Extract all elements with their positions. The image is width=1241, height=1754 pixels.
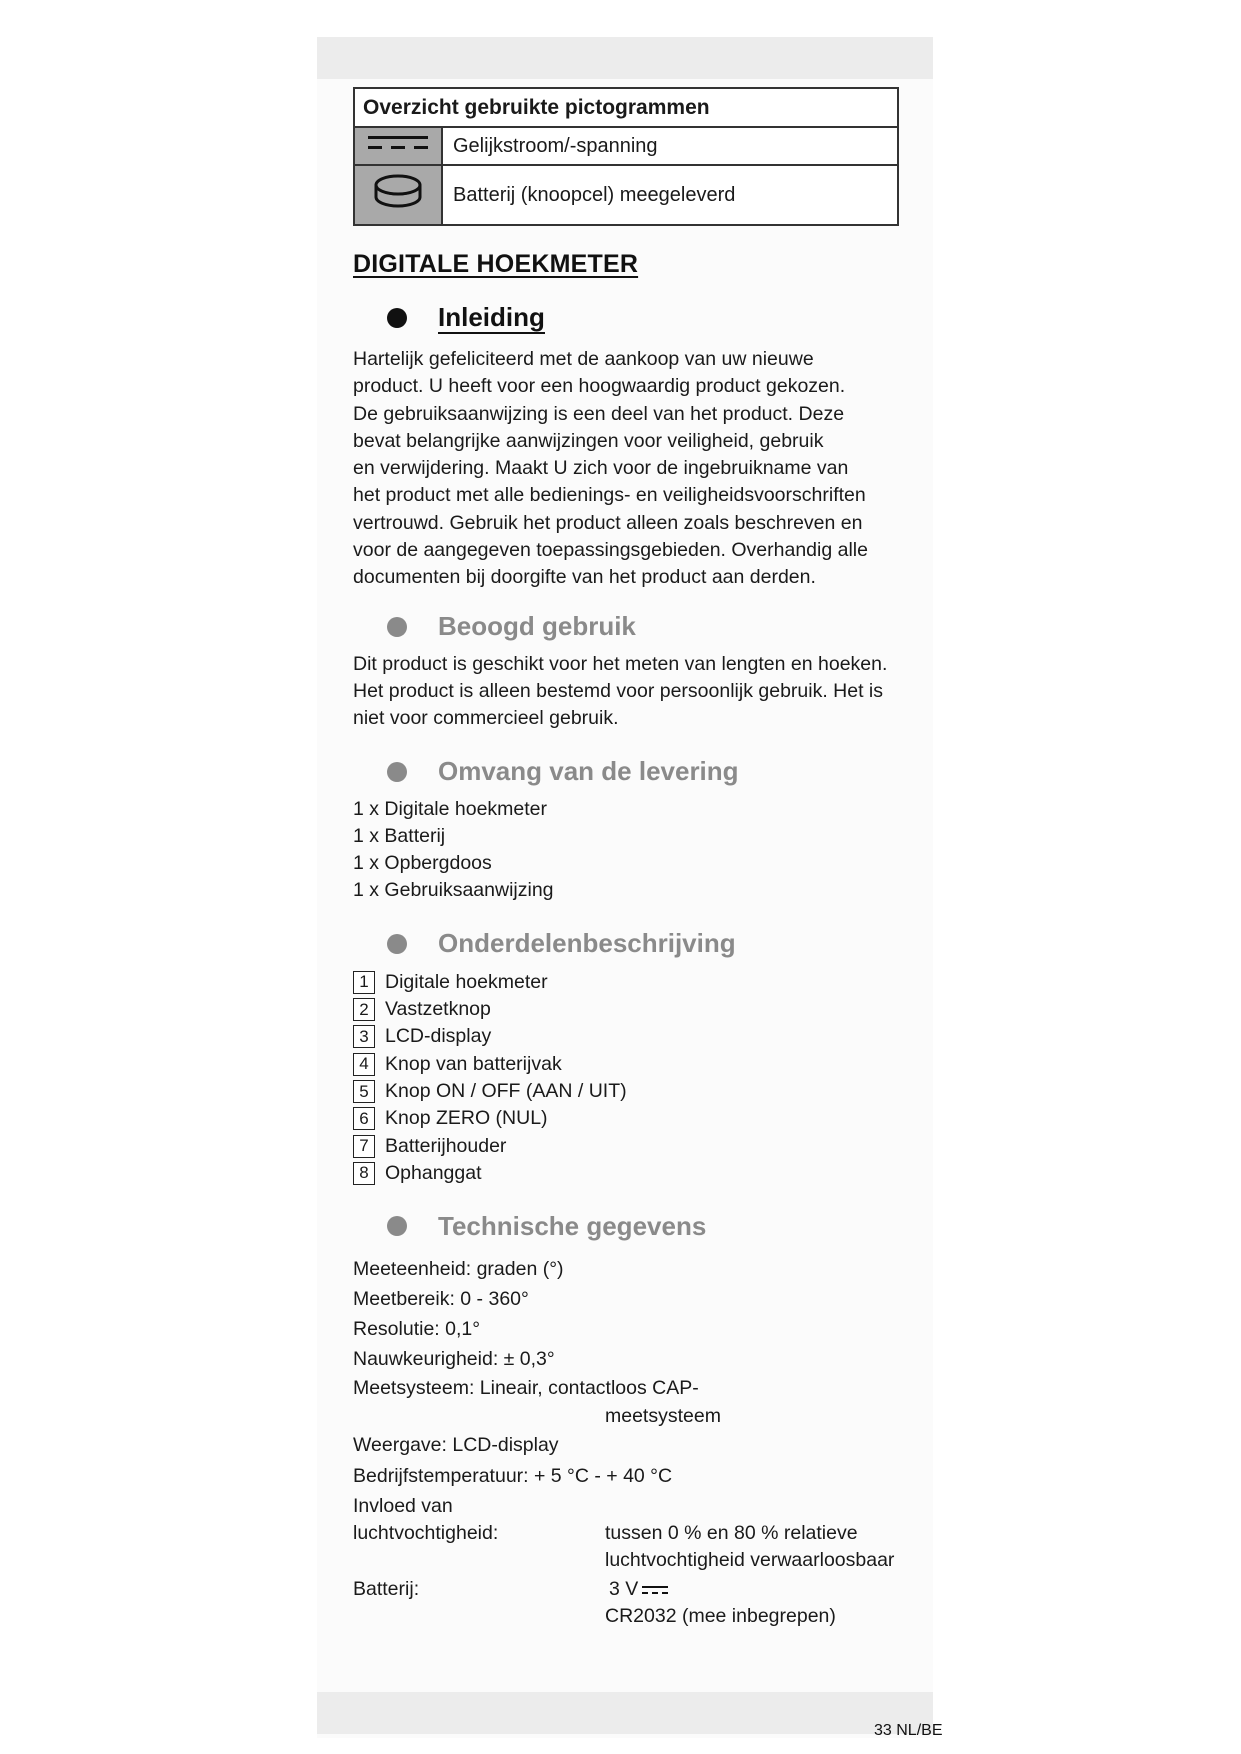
list-item: [353, 1078, 899, 1105]
spec-display: Weergave: LCD-display: [353, 1434, 559, 1457]
part-number: 5: [353, 1080, 375, 1103]
part-label: Vastzetknop: [385, 998, 491, 1021]
section-heading-delivery: Omvang van de levering: [387, 752, 899, 792]
part-number: 4: [353, 1053, 375, 1076]
intro-paragraph: Hartelijk gefeliciteerd met de aankoop van uw nieuwe product. U heeft voor een hoogwaardig product gekozen. De gebruiksaanwijzing is een deel van het product. Deze bevat belangrijke aanwijzingen voor veiligheid, gebruik en verwijdering. Maakt U zich voor de ingebruikname van het product met alle bedienings- en veiligheidsvoorschriften vertrouwd. Gebruik het product alleen zoals beschreven en voor de aangegeven toepassingsgebieden. Overhandig alle documenten bij doorgifte van het product aan derden.: [353, 348, 868, 589]
part-number: 1: [353, 971, 375, 994]
part-label: Knop ON / OFF (AAN / UIT): [385, 1080, 627, 1103]
direct-current-icon: [354, 127, 442, 165]
part-label: Knop ZERO (NUL): [385, 1107, 548, 1130]
list-item: [353, 1133, 899, 1160]
bullet-icon: [387, 617, 407, 637]
section-heading-intro: Inleiding: [387, 298, 899, 338]
part-number: 7: [353, 1135, 375, 1158]
bullet-icon: [387, 1216, 407, 1236]
spec-humidity-label: Invloed van: [353, 1495, 453, 1518]
intended-use-paragraph: Dit product is geschikt voor het meten van lengten en hoeken. Het product is alleen bestemd voor persoonlijk gebruik. Het is niet voor commercieel gebruik.: [353, 652, 888, 730]
part-number: 6: [353, 1107, 375, 1130]
section-heading-parts: Onderdelenbeschrijving: [387, 924, 899, 964]
parts-list: [353, 969, 899, 1187]
spec-battery-value: 3 V: [609, 1576, 668, 1603]
spec-humidity-value: tussen 0 % en 80 % relatieve: [605, 1522, 858, 1545]
list-item: [353, 1023, 899, 1050]
list-item: [353, 1160, 899, 1187]
spec-resolution: Resolutie: 0,1°: [353, 1318, 481, 1341]
section-heading-intended-use: Beoogd gebruik: [387, 607, 899, 647]
list-item: [353, 1051, 899, 1078]
delivery-list: [353, 796, 899, 905]
pictogram-label: Batterij (knoopcel) meegeleverd: [442, 165, 898, 225]
part-label: LCD-display: [385, 1025, 492, 1048]
list-item: [353, 996, 899, 1023]
part-label: Knop van batterijvak: [385, 1052, 562, 1075]
spec-battery-type: CR2032 (mee inbegrepen): [605, 1605, 836, 1628]
page-title: DIGITALE HOEKMETER: [353, 250, 639, 278]
list-item: 1 x Gebruiksaanwijzing: [353, 879, 554, 902]
bullet-icon: [387, 308, 407, 328]
list-item: 1 x Digitale hoekmeter: [353, 797, 548, 820]
list-item: 1 x Batterij: [353, 824, 446, 847]
spec-operating-temp: Bedrijfstemperatuur: + 5 °C - + 40 °C: [353, 1465, 673, 1488]
spec-battery-label: Batterij:: [353, 1578, 420, 1601]
pictogram-row: [354, 165, 898, 225]
pictogram-table: [353, 87, 899, 226]
spec-system: Meetsysteem: Lineair, contactloos CAP-: [353, 1377, 699, 1400]
pictogram-label: Gelijkstroom/-spanning: [442, 127, 898, 165]
part-label: Batterijhouder: [385, 1134, 507, 1157]
spec-unit: Meeteenheid: graden (°): [353, 1258, 564, 1281]
list-item: 1 x Opbergdoos: [353, 852, 492, 875]
pictogram-row: [354, 127, 898, 165]
part-number: 3: [353, 1025, 375, 1048]
header-band: [317, 37, 933, 79]
pictogram-table-header: Overzicht gebruikte pictogrammen: [354, 88, 898, 127]
page-content: [353, 87, 899, 1630]
bullet-icon: [387, 934, 407, 954]
part-number: 2: [353, 998, 375, 1021]
part-number: 8: [353, 1162, 375, 1185]
technical-specs: [353, 1250, 899, 1630]
section-heading-technical: Technische gegevens: [387, 1206, 899, 1246]
list-item: [353, 1105, 899, 1132]
list-item: [353, 969, 899, 996]
direct-current-icon: [642, 1584, 668, 1596]
spec-humidity-label-cont: luchtvochtigheid:: [353, 1522, 499, 1545]
page-number: 33 NL/BE: [874, 1722, 943, 1739]
bullet-icon: [387, 762, 407, 782]
spec-humidity-value-cont: luchtvochtigheid verwaarloosbaar: [605, 1549, 895, 1572]
part-label: Digitale hoekmeter: [385, 970, 548, 993]
spec-system-cont: meetsysteem: [605, 1405, 721, 1428]
spec-range: Meetbereik: 0 - 360°: [353, 1288, 529, 1311]
button-cell-battery-icon: [354, 165, 442, 225]
part-label: Ophanggat: [385, 1161, 482, 1184]
footer-band: [317, 1692, 933, 1734]
spec-accuracy: Nauwkeurigheid: ± 0,3°: [353, 1348, 555, 1371]
